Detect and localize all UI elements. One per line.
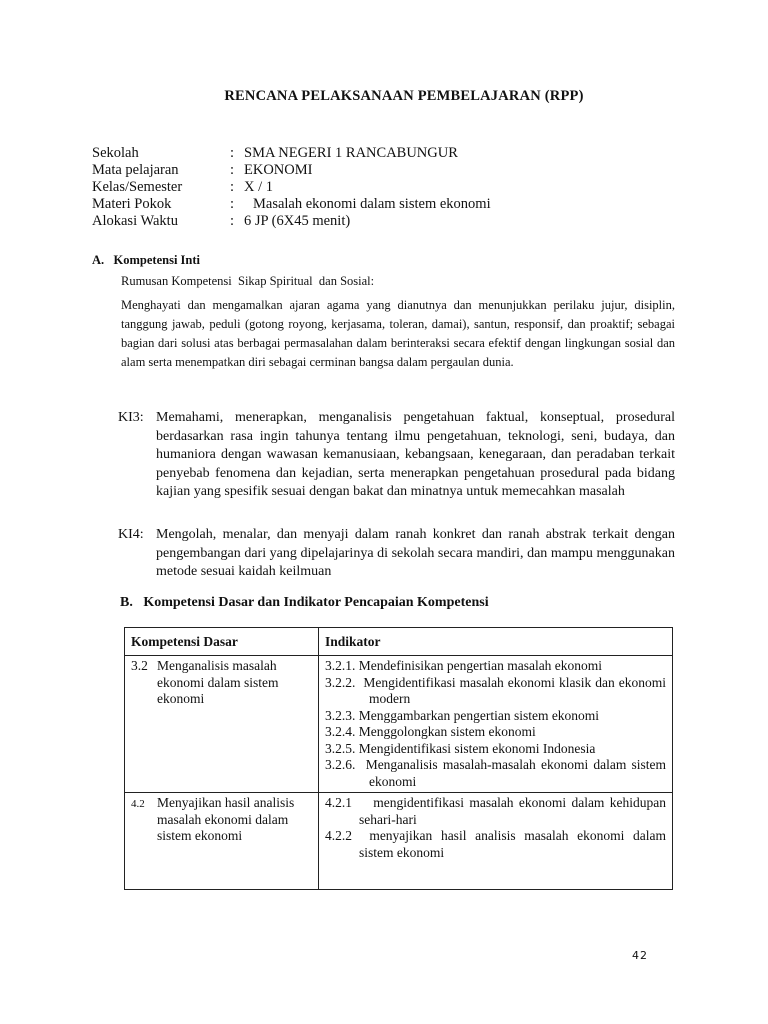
kd-cell: [125, 793, 319, 890]
kd-cell: [125, 656, 319, 793]
indicator-number: 4.2.2: [325, 828, 352, 843]
info-colon: :: [230, 162, 235, 178]
indicator-number: 3.2.1.: [325, 658, 356, 673]
indicator-item: [325, 658, 666, 675]
indicator-item: [325, 741, 666, 758]
indicator-text: Menggambarkan pengertian sistem ekonomi: [358, 707, 600, 723]
indikator-cell: [319, 656, 673, 793]
indicator-text: Menggolongkan sistem ekonomi: [358, 724, 536, 739]
page-number: 42: [632, 949, 648, 962]
info-value: X / 1: [244, 179, 273, 195]
indicator-item: [325, 675, 666, 708]
info-value: Masalah ekonomi dalam sistem ekonomi: [253, 196, 491, 212]
rumusan-kompetensi: Rumusan Kompetensi Sikap Spiritual dan Sosial:: [121, 274, 375, 288]
info-colon: :: [230, 213, 235, 229]
indicator-item: [325, 708, 666, 725]
document-title: RENCANA PELAKSANAAN PEMBELAJARAN (RPP): [224, 88, 584, 104]
table-row: [125, 793, 673, 890]
ki3-label: KI3:: [118, 410, 144, 425]
kd-item: [131, 795, 312, 845]
indikator-header: Indikator: [319, 628, 673, 656]
indicator-number: 3.2.5.: [325, 740, 356, 756]
indicator-number: 3.2.3.: [325, 707, 356, 723]
ki4-text: Mengolah, menalar, dan menyaji dalam ranah konkret dan ranah abstrak terkait dengan pengembangan dari yang dipelajarinya di sekolah secara mandiri, dan mampu menggunakan metode sesuai kaidah keilmuan: [156, 527, 675, 579]
indicator-item: [325, 724, 666, 741]
ki3-text-wrap: [118, 409, 675, 502]
indicator-text: menyajikan hasil analisis masalah ekonomi dalam sistem ekonomi: [359, 828, 666, 860]
indicator-number: 4.2.1: [325, 795, 352, 810]
info-label: Alokasi Waktu: [92, 213, 178, 229]
indikator-cell: [319, 793, 673, 890]
info-value: 6 JP (6X45 menit): [244, 213, 351, 229]
info-value: EKONOMI: [244, 162, 313, 178]
info-colon: :: [230, 145, 235, 161]
kd-header: Kompetensi Dasar: [125, 628, 319, 656]
kd-table: [124, 627, 673, 890]
info-colon: :: [230, 179, 235, 195]
info-label: Kelas/Semester: [92, 179, 183, 195]
table-row: [125, 656, 673, 793]
table-header-row: [125, 628, 673, 656]
ki3-text: Memahami, menerapkan, menganalisis pengetahuan faktual, konseptual, prosedural berdasarkan rasa ingin tahunya tentang ilmu pengetahuan, teknologi, seni, budaya, dan humaniora dengan wawasan kemanusiaan, kebangsaan, kenegaraan, dan peradaban terkait penyebab fenomena dan kejadian, serta menerapkan pengetahuan prosedural pada bidang kajian yang spesifik sesuai dengan bakat dan minatnya untuk memecahkan masalah: [156, 410, 675, 499]
indicator-number: 3.2.6.: [325, 757, 356, 772]
kd-number: 3.2: [131, 658, 148, 673]
indicator-text: mengidentifikasi masalah ekonomi dalam kehidupan sehari-hari: [359, 795, 666, 827]
indicator-item: [325, 757, 666, 790]
ki4-block: [118, 526, 675, 586]
info-label: Materi Pokok: [92, 196, 172, 212]
ki4-label: KI4:: [118, 527, 144, 542]
sikap-paragraph: Menghayati dan mengamalkan ajaran agama yang dianutnya dan menunjukkan perilaku jujur, disiplin, tanggung jawab, peduli (gotong royong, kerjasama, toleran, damai), santun, responsif, dan proaktif; sebagai bagian dari solusi atas berbagai permasalahan dalam berinteraksi secara efektif dengan lingkungan sosial dan alam serta menempatkan diri sebagai cerminan bangsa dalam pergaulan dunia.: [121, 298, 675, 369]
kd-text: Menganalisis masalah ekonomi dalam sistem ekonomi: [157, 658, 279, 706]
section-a-heading: A. Kompetensi Inti: [92, 253, 200, 267]
indicator-text: Mengidentifikasi masalah ekonomi klasik dan ekonomi modern: [363, 674, 666, 706]
indicator-item: [325, 828, 666, 861]
indicator-item: [325, 795, 666, 828]
section-b-heading: B. Kompetensi Dasar dan Indikator Pencapaian Kompetensi: [120, 595, 489, 610]
indicator-text: Mendefinisikan pengertian masalah ekonomi: [358, 658, 603, 673]
kd-item: [131, 658, 312, 708]
indicator-text: Menganalisis masalah-masalah ekonomi dalam sistem ekonomi: [365, 757, 666, 789]
info-colon: :: [230, 196, 235, 212]
kd-number: 4.2: [131, 798, 145, 810]
indicator-number: 3.2.4.: [325, 724, 356, 739]
kd-text: Menyajikan hasil analisis masalah ekonomi dalam sistem ekonomi: [157, 795, 295, 843]
info-label: Mata pelajaran: [92, 162, 179, 178]
info-value: SMA NEGERI 1 RANCABUNGUR: [244, 145, 458, 161]
indicator-number: 3.2.2.: [325, 674, 356, 690]
indicator-text: Mengidentifikasi sistem ekonomi Indonesia: [358, 740, 596, 756]
info-label: Sekolah: [92, 145, 139, 161]
ki3-block: [118, 409, 675, 524]
